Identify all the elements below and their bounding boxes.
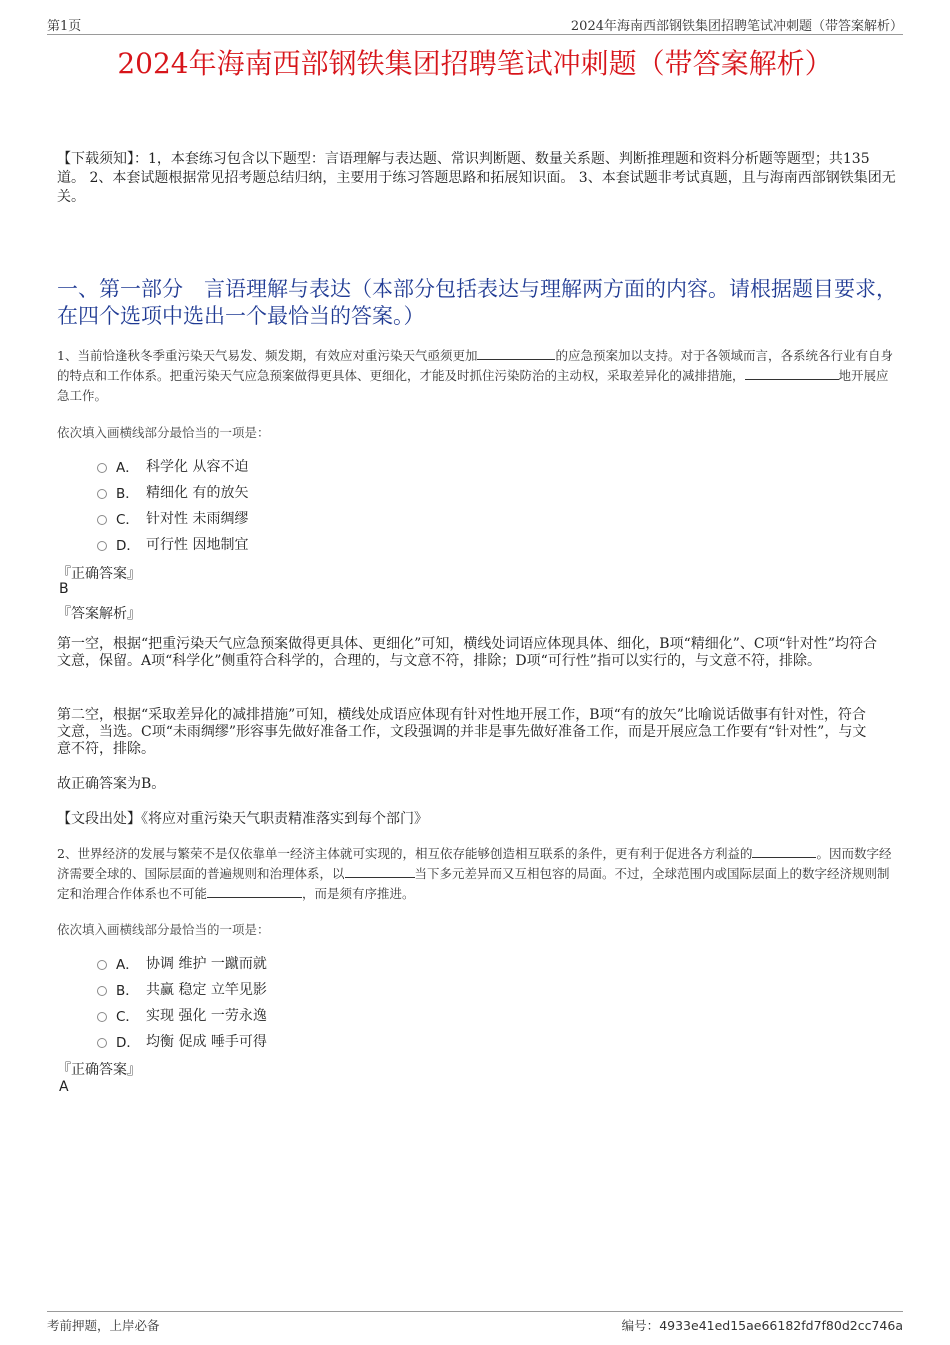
document-title: 2024年海南西部钢铁集团招聘笔试冲刺题（带答案解析）: [117, 47, 833, 80]
radio-icon[interactable]: [97, 515, 107, 525]
page-header: [47, 12, 903, 35]
footer-slogan: 考前押题，上岸必备: [47, 1318, 160, 1333]
option-d[interactable]: D． 可行性 因地制宜: [97, 531, 597, 557]
question-2-text-c: 当下多元差异而又互相包容的局面。不过，全球范围内或国际层面上的数字经济规则制定和治理合作体系也不可能: [57, 866, 890, 901]
option-c[interactable]: C． 针对性 未雨绸缪: [97, 505, 597, 531]
option-a[interactable]: A． 协调 维护 一蹴而就: [97, 950, 597, 976]
option-b[interactable]: B． 共赢 稳定 立竿见影: [97, 976, 597, 1002]
blank-1: [477, 347, 555, 360]
header-doc-name: 2024年海南西部钢铁集团招聘笔试冲刺题（带答案解析）: [570, 19, 903, 34]
question-2-text-a: 2、世界经济的发展与繁荣不是仅依靠单一经济主体就可实现的，相互依存能够创造相互联系的条件，更有利于促进各方利益的: [57, 846, 753, 861]
question-2-text: [57, 844, 897, 904]
answer-label: 『正确答案』: [57, 566, 141, 582]
radio-icon[interactable]: [97, 1038, 107, 1048]
blank-2: [345, 865, 415, 878]
text-source: 【文段出处】《将应对重污染天气职责精准落实到每个部门》: [57, 811, 428, 827]
analysis-label: 『答案解析』: [57, 606, 141, 622]
option-b[interactable]: B． 精细化 有的放矢: [97, 479, 597, 505]
radio-icon[interactable]: [97, 960, 107, 970]
blank-1: [752, 845, 816, 858]
correct-answer: B: [59, 581, 69, 597]
document-id: 编号：4933e41ed15ae66182fd7f80d2cc746a: [621, 1318, 903, 1333]
question-1-text-c: 地开展应急工作。: [57, 368, 889, 403]
page-number: 第1页: [47, 19, 82, 34]
radio-icon[interactable]: [97, 489, 107, 499]
radio-icon[interactable]: [97, 986, 107, 996]
analysis-paragraph-1: 第一空，根据“把重污染天气应急预案做得更具体、更细化”可知，横线处词语应体现具体、细化，B项“精细化”、C项“针对性”均符合文意，保留。A项“科学化”侧重符合科学的，合理的，与文意不符，排除；D项“可行性”指可以实行的，与文意不符，排除。: [57, 636, 877, 669]
radio-icon[interactable]: [97, 463, 107, 473]
question-1-text-b: 的应急预案加以支持。对于各领域而言，各系统各行业有自身的特点和工作体系。把重污染天气应急预案做得更具体、更细化，才能及时抓住污染防治的主动权，采取差异化的减排措施，: [57, 348, 893, 383]
radio-icon[interactable]: [97, 541, 107, 551]
question-1-instruction: 依次填入画横线部分最恰当的一项是：: [57, 425, 270, 440]
question-1-options: [97, 453, 597, 557]
question-2-text-b: 。因而数字经济需要全球的、国际层面的普遍规则和治理体系，以: [57, 846, 892, 881]
option-a[interactable]: A． 科学化 从容不迫: [97, 453, 597, 479]
question-2-text-d: ，而是须有序推进。: [302, 886, 415, 901]
analysis-conclusion: 故正确答案为B。: [57, 776, 166, 792]
radio-icon[interactable]: [97, 1012, 107, 1022]
correct-answer: A: [59, 1079, 69, 1095]
question-2-instruction: 依次填入画横线部分最恰当的一项是：: [57, 922, 270, 937]
question-1-text: [57, 346, 897, 406]
blank-2: [745, 367, 839, 380]
section-title: 一、第一部分 言语理解与表达（本部分包括表达与理解两方面的内容。请根据题目要求，在四个选项中选出一个最恰当的答案。）: [57, 277, 897, 328]
page-footer: [47, 1311, 903, 1336]
question-2-options: [97, 950, 597, 1054]
blank-3: [207, 885, 302, 898]
option-d[interactable]: D． 均衡 促成 唾手可得: [97, 1028, 597, 1054]
analysis-paragraph-2: 第二空，根据“采取差异化的减排措施”可知，横线处成语应体现有针对性地开展工作，B项“有的放矢”比喻说话做事有针对性，符合文意，当选。C项“未雨绸缪”形容事先做好准备工作，文段强调的并非是事先做好准备工作，而是开展应急工作要有“针对性”，与文意不符，排除。: [57, 707, 867, 757]
download-notice: 【下载须知】：1，本套练习包含以下题型：言语理解与表达题、常识判断题、数量关系题、判断推理题和资料分析题等题型；共135道。 2、本套试题根据常见招考题总结归纳，主要用于练习答题思路和拓展知识面。 3、本套试题非考试真题，且与海南西部钢铁集团无关。: [57, 151, 896, 205]
question-1-text-a: 1、当前恰逢秋冬季重污染天气易发、频发期，有效应对重污染天气亟须更加: [57, 348, 478, 363]
option-c[interactable]: C． 实现 强化 一劳永逸: [97, 1002, 597, 1028]
answer-label: 『正确答案』: [57, 1062, 141, 1078]
